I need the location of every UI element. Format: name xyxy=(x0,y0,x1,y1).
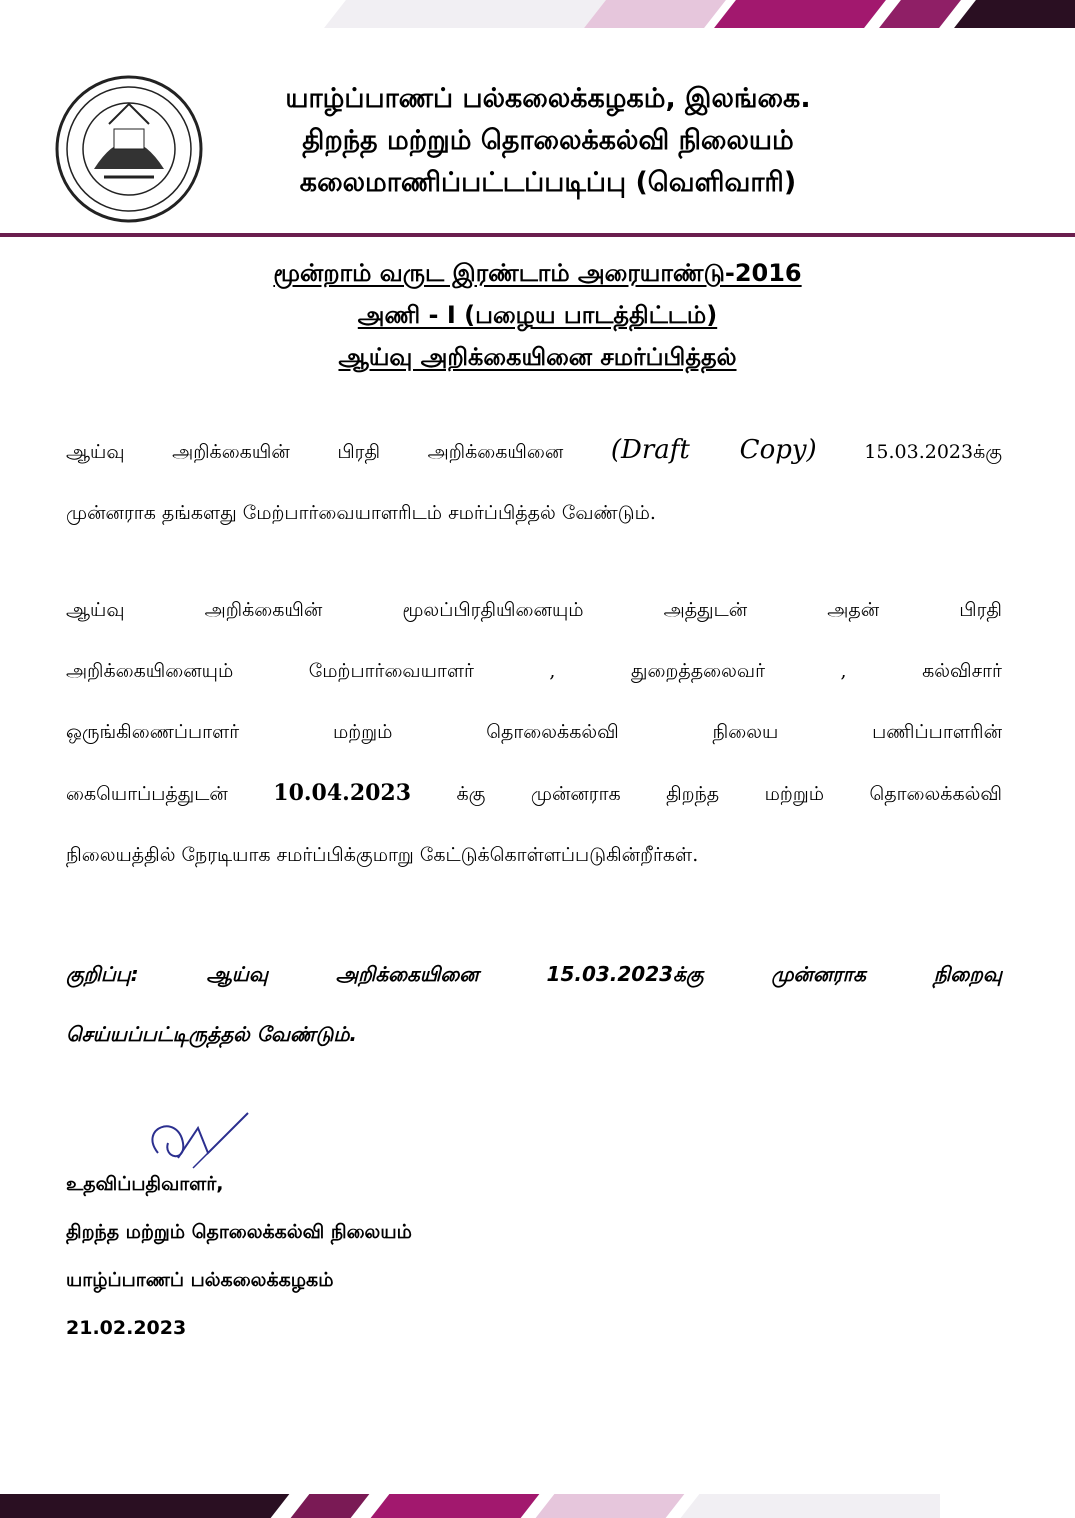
para2-line3: ஒருங்கிணைப்பாளர் மற்றும் தொலைக்கல்வி நிலைய பணிப்பாளரின் xyxy=(66,721,1002,743)
para2-line1: ஆய்வு அறிக்கையின் மூலப்பிரதியினையும் அத்துடன் அதன் பிரதி xyxy=(66,599,1002,621)
notice-title-block xyxy=(0,252,1075,378)
title-batch: அணி - I (பழைய பாடத்திட்டம்) xyxy=(357,301,718,329)
university-seal-icon xyxy=(54,74,204,224)
header-programme: கலைமாணிப்பட்டப்படிப்பு (வெளிவாரி) xyxy=(299,167,797,198)
letterhead xyxy=(0,68,1075,228)
para1-text-b: 15.03.2023க்கு xyxy=(864,441,1003,463)
paragraph-final-submission xyxy=(66,580,1002,886)
bottom-decorative-stripes xyxy=(0,1494,940,1518)
title-subject: ஆய்வு அறிக்கையினை சமர்ப்பித்தல் xyxy=(338,343,737,371)
signoff-date: 21.02.2023 xyxy=(66,1317,187,1339)
top-decorative-stripes xyxy=(295,0,1075,28)
para2-line2: அறிக்கையினையும் மேற்பார்வையாளர் , துறைத்தலைவர் , கல்விசார் xyxy=(66,660,1002,682)
header-university: யாழ்ப்பாணப் பல்கலைக்கழகம், இலங்கை. xyxy=(285,83,811,114)
para2-line4a: கையொப்பத்துடன் xyxy=(66,783,228,805)
para2-line4b: க்கு முன்னராக திறந்த மற்றும் தொலைக்கல்வி xyxy=(456,783,1002,805)
signoff-block xyxy=(66,1160,412,1352)
note-line2: செய்யப்பட்டிருத்தல் வேண்டும். xyxy=(66,1022,358,1046)
para1-line2: முன்னராக தங்களது மேற்பார்வையாளரிடம் சமர்ப்பித்தல் வேண்டும். xyxy=(66,502,656,524)
title-year-semester: மூன்றாம் வருட இரண்டாம் அரையாண்டு-2016 xyxy=(273,259,802,287)
signoff-centre: திறந்த மற்றும் தொலைக்கல்வி நிலையம் xyxy=(66,1221,412,1243)
para1-text-a: ஆய்வு அறிக்கையின் பிரதி அறிக்கையினை xyxy=(66,441,564,463)
note-block xyxy=(66,944,1002,1064)
paragraph-draft-submission xyxy=(66,420,1002,544)
note-line1: குறிப்பு: ஆய்வு அறிக்கையினை 15.03.2023க்கு முன்னராக நிறைவு xyxy=(66,962,1002,986)
draft-copy-label: (Draft Copy) xyxy=(610,435,817,465)
signoff-university: யாழ்ப்பாணப் பல்கலைக்கழகம் xyxy=(66,1269,334,1291)
header-centre: திறந்த மற்றும் தொலைக்கல்வி நிலையம் xyxy=(302,125,794,156)
header-divider xyxy=(0,233,1075,237)
para2-line5: நிலையத்தில் நேரடியாக சமர்ப்பிக்குமாறு கேட்டுக்கொள்ளப்படுகின்றீர்கள். xyxy=(66,844,699,866)
signoff-role: உதவிப்பதிவாளர், xyxy=(66,1173,224,1195)
final-deadline-date: 10.04.2023 xyxy=(273,780,412,806)
